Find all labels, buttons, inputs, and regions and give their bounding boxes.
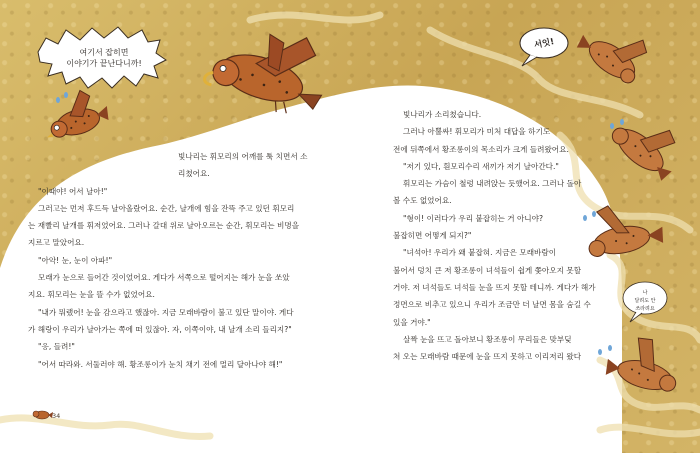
paragraph-line: 전에 뒤쪽에서 황조롱이의 목소리가 크게 들려왔어요. (393, 144, 569, 154)
speech-bubble-line-1: 여기서 잡히면 (79, 48, 129, 57)
speech-bubble-line-2: 이야기가 끝난다니까! (66, 59, 142, 68)
left-page-text (28, 148, 320, 373)
paragraph-line: 휘모리는 가슴이 철렁 내려앉는 듯했어요. 그러나 돌아 (403, 179, 582, 189)
dialogue-line: 있을 거야." (393, 317, 431, 327)
paragraph-line: 모래가 눈으로 들어간 것이었어요. 게다가 서쪽으로 떨어지는 해가 눈을 쏘았 (38, 273, 290, 283)
dialogue-line: "내가 뭐랬어! 눈을 감으라고 했잖아. 지금 모래바람이 불고 있단 말이야. 게다 (38, 307, 294, 317)
dialogue-line: "어서 따라와. 서둘러야 해. 황조롱이가 눈치 채기 전에 멀리 달아나야 해!" (38, 359, 283, 369)
paragraph-line: 리쳤어요. (178, 169, 210, 179)
bird-top-right (573, 10, 655, 87)
bird-right-1 (607, 103, 691, 184)
paragraph-line: 지르고 말았어요. (28, 238, 85, 248)
paragraph-line: 빛나리는 휘모리의 어깨를 툭 치면서 소 (178, 152, 308, 161)
dialogue-line: "응, 들려!" (38, 342, 75, 352)
dialogue-line: "형이! 이러다가 우리 붙잡히는 거 아니야? (403, 213, 544, 223)
paragraph-line: 그러나 아뿔싸! 휘모리가 미처 대답을 하기도 (403, 127, 551, 137)
right-page-text (393, 106, 613, 365)
small-bubble-line: 달려도 안 (634, 298, 656, 304)
dialogue-line: "저기 있다, 흰모리수리 새끼가 저기 날아간다." (403, 161, 559, 171)
paragraph-line: 는 재빨리 날개를 휘저었어요. 그러나 갈대 위로 날아오르는 순간, 휘모리는 비명을 (28, 221, 300, 231)
dialogue-line: 불잡히면 어떻게 되지?" (393, 231, 472, 241)
paragraph-line: 그러고는 먼저 후드득 날아올랐어요. 순간, 날개에 힘을 잔뜩 주고 있던 휘모리 (38, 203, 295, 213)
dialogue-line: "아악! 눈, 눈이 아파!" (38, 255, 113, 265)
paragraph-line: 지요. 휘모리는 눈을 뜰 수가 없었어요. (28, 290, 155, 300)
dialogue-line: 가 해랑이 우리가 날아가는 쪽에 떠 있잖아. 자, 이쪽이야, 내 날개 소리 들리지?" (28, 324, 292, 334)
paragraph-line: 빛나리가 소리쳤습니다. (403, 110, 482, 119)
shout-bubble-text: 서잇! (533, 36, 556, 51)
page-number: 34 (52, 412, 61, 420)
small-bubble-line: 쓰라려요 (635, 306, 655, 312)
dialogue-line: 불어서 덩치 큰 저 황조롱이 녀석들이 쉽게 쫓아오지 못할 (393, 265, 582, 275)
paragraph-line: 볼 수도 없었어요. (393, 196, 452, 206)
paragraph-line: 쳐 오는 모래바람 때문에 눈을 뜨지 못하고 이리저리 왔다 (393, 352, 582, 362)
dialogue-line: 거야. 저 녀석들도 녀석들 눈을 뜨지 못할 테니까. 게다가 해가 (393, 282, 596, 292)
bird-small-left (37, 85, 112, 143)
dialogue-line: "녀석아! 우리가 왜 붙잡혀. 지금은 모래바람이 (403, 248, 557, 258)
dialogue-line: 정면으로 비추고 있으니 우리가 조금만 더 날면 몸을 숨길 수 (393, 300, 591, 310)
paragraph-line: 살짝 눈을 뜨고 돌아보니 황조롱이 무리들은 맞부딪 (403, 334, 572, 344)
dialogue-line: "이때야! 어서 날아!" (38, 186, 108, 196)
small-bubble-line: 나 (642, 290, 648, 296)
